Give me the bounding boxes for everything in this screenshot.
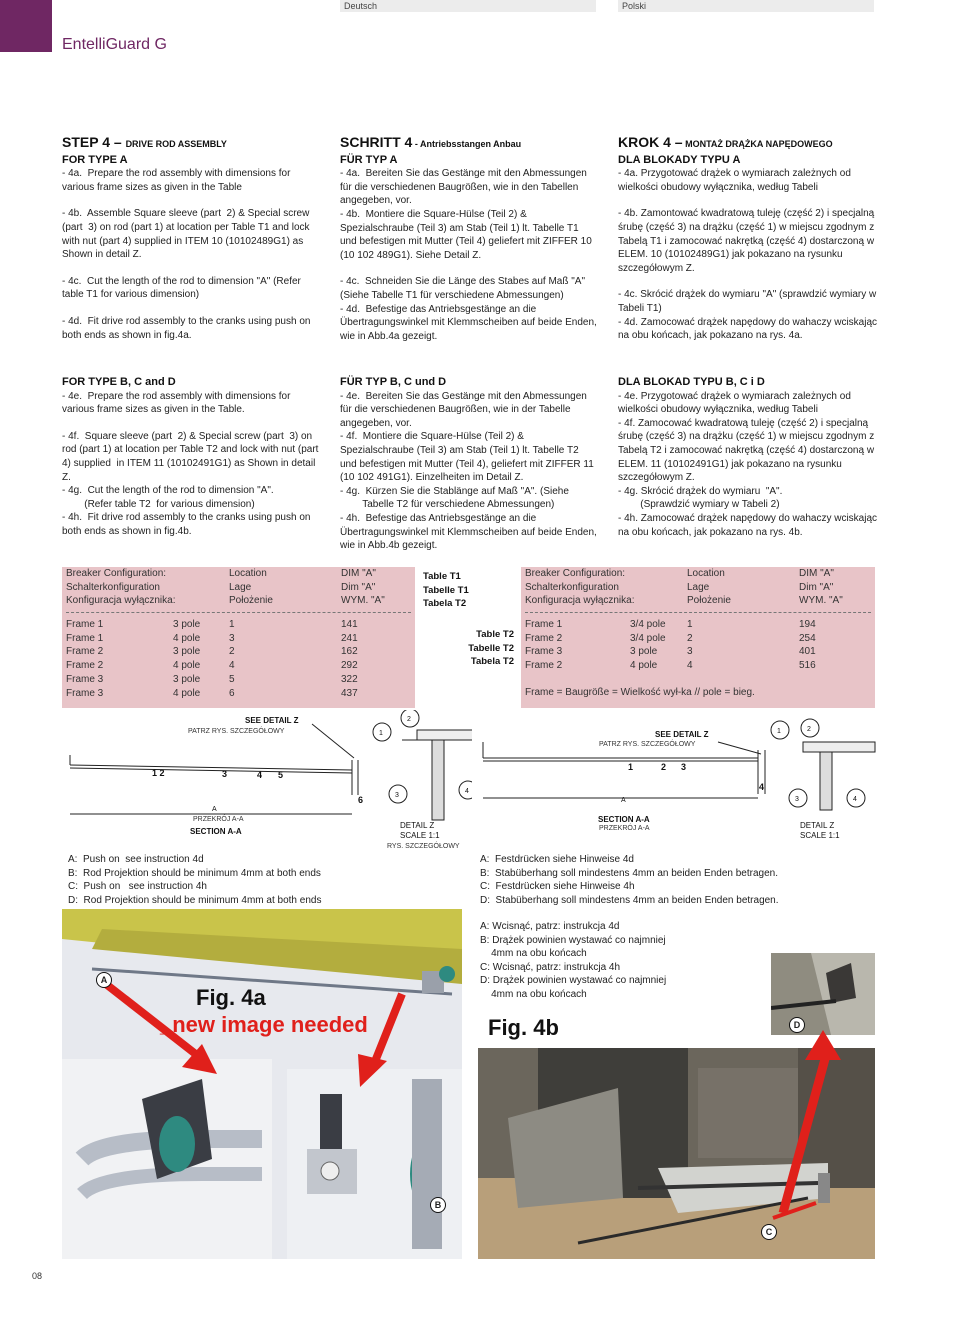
- drawing1-scale: SCALE 1:1: [400, 831, 440, 840]
- drawing1-section: SECTION A-A: [190, 827, 242, 836]
- fig4b-label: Fig. 4b: [488, 1015, 559, 1040]
- table-cell: Frame 1: [66, 632, 104, 644]
- table-cell: 292: [341, 660, 358, 672]
- table-cell: 141: [341, 619, 358, 631]
- table-t1-label-en: Table T1: [423, 571, 461, 582]
- column-polish-bcd: [618, 376, 880, 539]
- table-row: [525, 659, 871, 673]
- table-cell: 4 pole: [173, 660, 201, 672]
- table-row: [525, 632, 871, 646]
- drawing1-callout-3: 3: [395, 792, 399, 799]
- table-cell: 437: [341, 687, 358, 699]
- table-cell: 2: [229, 646, 235, 658]
- drawing1-callout-4: 4: [465, 788, 469, 795]
- table-cell: 3: [229, 632, 235, 644]
- table-cell: 194: [799, 619, 816, 631]
- type-bcd-heading-de: FÜR TYP B, C und D: [340, 376, 447, 388]
- step-title-en: STEP 4 – DRIVE ROD ASSEMBLY: [62, 134, 227, 150]
- table-t2-label: [458, 628, 514, 669]
- table-cell: 241: [341, 632, 358, 644]
- drawing-type-bcd: [478, 710, 878, 840]
- table-header-cell: DIM "A": [341, 568, 376, 579]
- table-header-cell: Schalterkonfiguration: [525, 581, 619, 593]
- table-header-cell: Breaker Configuration:: [525, 568, 626, 579]
- table-t1: [62, 567, 415, 708]
- fig4b-image: [478, 1048, 875, 1259]
- drawing1-callout-1: 1: [379, 730, 383, 737]
- instruction-4b-en: - 4b. Assemble Square sleeve (part 2) & Special screw (part 3) on rod (part 1) at location per Table T1 and lock with nut (part 4) supplied in ITEM 10 (10102489G1) as Shown in detail Z.: [62, 208, 313, 261]
- table-header-cell: Konfiguracja wyłącznika:: [525, 595, 635, 607]
- drawing2-callout-2: 2: [807, 726, 811, 733]
- table-t2: [521, 567, 875, 708]
- table-cell: 4 pole: [173, 632, 201, 644]
- fig4b-detail-image: [771, 953, 875, 1035]
- type-bcd-heading-pl: DLA BLOKAD TYPU B, C i D: [618, 376, 765, 388]
- table-cell: 3/4 pole: [630, 619, 666, 631]
- marker-c: C: [761, 1224, 777, 1240]
- marker-b: B: [430, 1197, 446, 1213]
- table-row: [66, 673, 411, 687]
- type-a-heading-pl: DLA BLOKADY TYPU A: [618, 153, 741, 166]
- notes-english: A: Push on see instruction 4d B: Rod Projektion should be minimum 4mm at both ends C: Push on see instruction 4h D: Rod Projektion should be minimum 4mm at both ends: [68, 854, 322, 906]
- column-german-bcd: [340, 376, 598, 553]
- table-header-cell: Lage: [687, 581, 710, 593]
- drawing2-scale: SCALE 1:1: [800, 831, 840, 840]
- table-cell: 162: [341, 646, 358, 658]
- fig4a-note: _new image needed: [160, 1012, 368, 1037]
- drawing1-detail: DETAIL Z: [400, 821, 435, 830]
- table-header-row: [525, 594, 871, 608]
- table-t1-label-pl: Tabela T2: [423, 598, 467, 609]
- drawing2-see-detail: SEE DETAIL Z: [655, 730, 709, 739]
- drawing1-num-5: 5: [278, 770, 284, 780]
- table-cell: 3 pole: [173, 673, 201, 685]
- drawing2-section: SECTION A-A: [598, 815, 650, 824]
- table-cell: 2: [687, 632, 693, 644]
- table-cell: 3 pole: [630, 646, 658, 658]
- step-title-de: SCHRITT 4 - Antriebsstangen Anbau: [340, 134, 522, 150]
- table-cell: 4 pole: [173, 687, 201, 699]
- table-row: [66, 618, 411, 632]
- table-header-cell: Schalterkonfiguration: [66, 581, 160, 593]
- column-polish: [618, 136, 880, 343]
- type-a-heading-en: FOR TYPE A: [62, 153, 128, 166]
- table-header-cell: Breaker Configuration:: [66, 568, 167, 579]
- drawing1-num-4: 4: [257, 770, 263, 780]
- instruction-4a-pl: - 4a. Przygotować drążek o wymiarach zależnych od wielkości obudowy wyłącznika, według Tabeli: [618, 168, 857, 193]
- instruction-4a-en: - 4a. Prepare the rod assembly with dimensions for various frame sizes as given in the Table: [62, 168, 294, 193]
- lang-pl-label: Polski: [622, 1, 647, 11]
- lang-bar-de: [340, 0, 596, 12]
- table-row: [66, 645, 411, 659]
- fig4a-image: [62, 909, 462, 1259]
- table-row: [66, 632, 411, 646]
- fig4a-label: Fig. 4a: [196, 985, 266, 1010]
- table-row: [66, 687, 411, 701]
- instruction-4e-en: - 4e. Prepare the rod assembly with dimensions for various frame sizes as given in the Table.: [62, 390, 294, 416]
- table-cell: 254: [799, 632, 816, 644]
- instruction-4a-de: - 4a. Bereiten Sie das Gestänge mit den Abmessungen für die verschiedenen Baugrößen, wie in den Tabellen angegeben, vor. - 4b. Montiere die Square-Hülse (Teil 2) & Spezialschraube (Teil 3) am Stab (Teil 1) lt. Tabelle T1 und befestigen mit Mutter (Teil 4) geliefert mit ZIFFER 10 (10 102 489G1). Siehe Detail Z.: [340, 168, 592, 261]
- column-english-bcd: [62, 376, 324, 539]
- drawing2-num-4: 4: [759, 782, 765, 792]
- table-t2-label-en: Table T2: [476, 629, 514, 640]
- table-cell: 5: [229, 673, 235, 685]
- table-header-row: [525, 567, 871, 581]
- instruction-4c-de: - 4c. Schneiden Sie die Länge des Stabes auf Maß "A" (Siehe Tabelle T1 für verschiedene Abmessungen) - 4d. Befestige das Antriebsgestänge an die Übertragungswinkel mit Klemmscheiben auf beide Enden, wie in Abb.4a gezeigt.: [340, 276, 597, 342]
- drawing2-przekroj: PRZEKRÓJ A-A: [599, 825, 650, 832]
- instruction-4e-pl: - 4e. Przygotować drążek o wymiarach zależnych od wielkości obudowy wyłącznika, według Tabeli - 4f. Zamocować kwadratową tuleję (część 2) i specjalną śrubę (część 3) na drążku (część 1) w miejscu zgodnym z Tabelą T2 i zamocować nakrętką (część 4) dostarczoną w ELEM. 11 (10102491G1) jak pokazano na rysunku szczegółowym Z. - 4g. Skrócić drążek do wymiaru "A". (Sprawdzić wymiary w Tabeli 2) - 4h. Zamocować drążek napędowy do wahaczy wciskając na obu końcach, jak pokazano na rys. 4b.: [618, 390, 878, 538]
- table-cell: 516: [799, 660, 816, 672]
- drawing1-callout-2: 2: [407, 716, 411, 723]
- table-cell: 3: [687, 646, 693, 658]
- table-cell: 3 pole: [173, 619, 201, 631]
- lang-bar-pl: [618, 0, 874, 12]
- table-header-cell: Location: [229, 568, 267, 579]
- brand-color-block: [0, 0, 52, 52]
- table-row: [525, 645, 871, 659]
- table-header-row: [525, 581, 871, 595]
- instruction-4c-en: - 4c. Cut the length of the rod to dimension "A" (Refer table T1 for various dimension): [62, 275, 304, 301]
- table-row: [66, 659, 411, 673]
- drawing2-detail: DETAIL Z: [800, 821, 835, 830]
- drawing2-num-2: 2: [661, 762, 667, 772]
- type-bcd-heading-en: FOR TYPE B, C and D: [62, 376, 176, 388]
- table-cell: Frame 2: [66, 646, 104, 658]
- table-cell: 1: [229, 619, 235, 631]
- drawing1-rys: RYS. SZCZEGÓŁOWY: [387, 843, 460, 850]
- page-number: 08: [32, 1271, 43, 1281]
- drawing1-see-detail: SEE DETAIL Z: [245, 716, 299, 725]
- drawing2-num-1: 1: [628, 762, 634, 772]
- table-header-row: [66, 581, 411, 595]
- notes-polish: A: Wcisnąć, patrz: instrukcja 4d B: Drążek powinien wystawać co najmniej 4mm na obu końcach C: Wcisnąć, patrz: instrukcja 4h D: Drążek powinien wystawać co najmniej 4mm na obu końcach: [480, 921, 667, 1000]
- table-cell: Frame 2: [66, 660, 104, 672]
- table-cell: 6: [229, 687, 235, 699]
- instruction-4d-en: - 4d. Fit drive rod assembly to the cranks using push on both ends as shown in fig.4a.: [62, 315, 314, 341]
- column-english: [62, 136, 324, 342]
- table-header-cell: Dim "A": [341, 581, 376, 593]
- table-header-row: [66, 567, 411, 581]
- table-cell: Frame 1: [66, 619, 104, 631]
- column-german: [340, 136, 598, 343]
- table-cell: Frame 3: [525, 646, 563, 658]
- table-cell: Frame 1: [525, 619, 563, 631]
- table-t2-footer: Frame = Baugröße = Wielkość wył-ka // pole = bieg.: [525, 686, 755, 698]
- instruction-4c-pl: - 4c. Skrócić drążek do wymiaru "A" (sprawdzić wymiary w Tabeli T1) - 4d. Zamocować drążek napędowy do wahaczy wciskając na obu końcach, jak pokazano na rys. 4a.: [618, 289, 878, 342]
- instruction-4f-en: - 4f. Square sleeve (part 2) & Special screw (part 3) on rod (part 1) at location per Table T2 and lock with nut (part 4) supplied in ITEM 11 (10102491G1) as Shown in detail Z. - 4g. Cut the length of the rod to dimension "A". (Refer table T2 for various dimension) - 4h. Fit drive rod assembly to the cranks using push on both ends as shown in fig.4b.: [62, 430, 319, 537]
- table-header-cell: Location: [687, 568, 725, 579]
- instruction-4b-pl: - 4b. Zamontować kwadratową tuleję (część 2) i specjalną śrubę (część 3) na drążku (część 1) w miejscu zgodnym z Tabelą T1 i zamocować nakrętką (część 4) dostarczoną w ELEM. 10 (10102489G1) jak pokazano na rysunku szczegółowym Z.: [618, 208, 878, 274]
- table-header-cell: Położenie: [229, 595, 273, 607]
- table-cell: Frame 3: [66, 673, 104, 685]
- table-t1-label-de: Tabelle T1: [423, 584, 469, 596]
- drawing2-callout-3: 3: [795, 796, 799, 803]
- brand-title: EntelliGuard G: [62, 36, 167, 53]
- table-header-cell: Dim "A": [799, 581, 834, 593]
- table-header-cell: WYM. "A": [341, 595, 385, 607]
- table-t2-label-de: Tabelle T2: [468, 642, 514, 654]
- table-cell: 3 pole: [173, 646, 201, 658]
- table-t1-label: [423, 570, 469, 611]
- table-header-cell: Położenie: [687, 595, 731, 607]
- drawing2-a-mark: A: [621, 797, 626, 804]
- table-cell: Frame 2: [525, 660, 563, 672]
- table-header-cell: Lage: [229, 581, 252, 593]
- drawing2-num-3: 3: [681, 762, 687, 772]
- table-cell: 401: [799, 646, 816, 658]
- step-title-pl: KROK 4 – MONTAŻ DRĄŻKA NAPĘDOWEGO: [618, 134, 833, 150]
- drawing2-patrz: PATRZ RYS. SZCZEGÓŁOWY: [599, 741, 696, 748]
- table-cell: 4 pole: [630, 660, 658, 672]
- drawing1-a-mark: A: [212, 806, 217, 813]
- arrow-up-d: [805, 1030, 841, 1060]
- table-header-cell: WYM. "A": [799, 595, 843, 607]
- drawing1-num-12: 1 2: [152, 768, 165, 778]
- lang-de-label: Deutsch: [344, 1, 378, 11]
- table-t2-label-pl: Tabela T2: [470, 656, 514, 667]
- table-cell: 1: [687, 619, 693, 631]
- drawing1-num-6: 6: [358, 795, 364, 805]
- drawing1-patrz: PATRZ RYS. SZCZEGÓŁOWY: [188, 728, 285, 735]
- table-cell: 3/4 pole: [630, 632, 666, 644]
- notes-german: A: Festdrücken siehe Hinweise 4d B: Stabüberhang soll mindestens 4mm an beiden Enden betragen. C: Festdrücken siehe Hinweise 4h D: Stabüberhang soll mindestens 4mm an beiden Enden betragen.: [480, 854, 779, 906]
- table-header-cell: Konfiguracja wyłącznika:: [66, 595, 176, 607]
- table-row: [525, 618, 871, 632]
- type-a-heading-de: FÜR TYP A: [340, 153, 398, 166]
- table-divider: [66, 612, 411, 613]
- table-cell: 4: [687, 660, 693, 672]
- table-cell: 322: [341, 673, 358, 685]
- drawing2-callout-4: 4: [853, 796, 857, 803]
- table-header-row: [66, 594, 411, 608]
- marker-a: A: [96, 972, 112, 988]
- drawing1-przekroj: PRZEKRÓJ A-A: [193, 816, 244, 823]
- table-cell: Frame 2: [525, 632, 563, 644]
- table-header-cell: DIM "A": [799, 568, 834, 579]
- drawing2-callout-1: 1: [777, 728, 781, 735]
- table-cell: 4: [229, 660, 235, 672]
- instruction-4e-de: - 4e. Bereiten Sie das Gestänge mit den Abmessungen für die verschiedenen Baugrößen, wie in der Tabelle angegeben, vor. - 4f. Montiere die Square-Hülse (Teil 2) & Spezialschraube (Teil 3) am Stab (Teil 1) lt. Tabelle T2 und befestigen mit Mutter (Teil 4), geliefert mit ZIFFER 11 (10 102 491G1). Einzelheiten im Detail Z. - 4g. Kürzen Sie die Stablänge auf Maß "A". (Siehe Tabelle T2 für verschiedene Abmessungen) - 4h. Befestige das Antriebsgestänge an die Übertragungswinkel mit Klemmscheiben auf beide Enden, wie in Abb.4b gezeigt.: [340, 390, 597, 552]
- table-divider: [525, 612, 871, 613]
- drawing1-num-3: 3: [222, 769, 228, 779]
- marker-d: D: [789, 1017, 805, 1033]
- table-cell: Frame 3: [66, 687, 104, 699]
